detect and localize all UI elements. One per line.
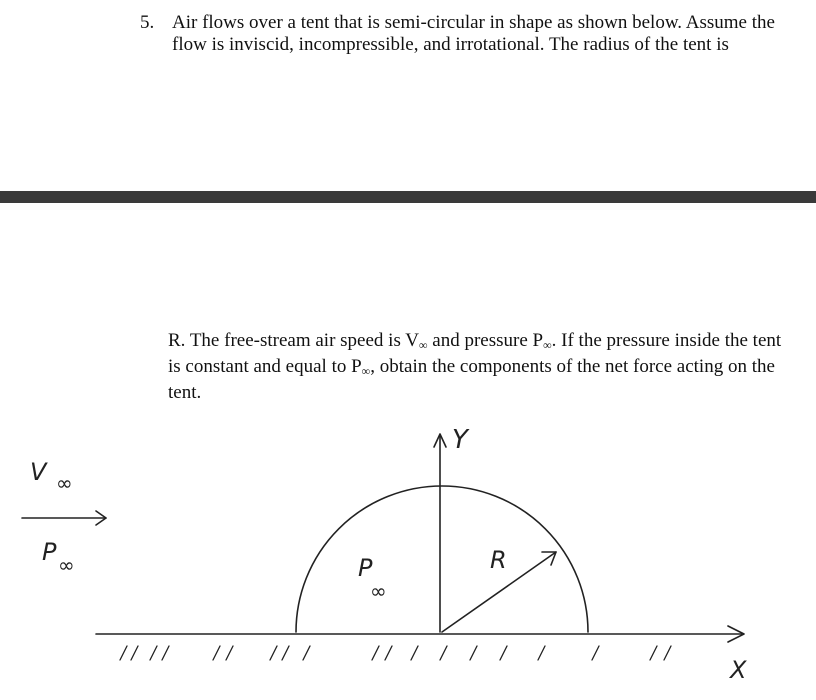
page-divider bbox=[0, 191, 816, 203]
inf-subscript-2: ∞ bbox=[543, 338, 552, 352]
problem-cont-2: and pressure P bbox=[427, 330, 544, 351]
inside-pressure-label: P bbox=[358, 554, 373, 582]
problem-text-bottom bbox=[168, 330, 798, 404]
radius-label: R bbox=[490, 546, 507, 574]
p-inf-label: P bbox=[42, 538, 57, 566]
problem-number: 5. bbox=[140, 12, 155, 33]
problem-cont-3: . If the pressure inside the tent is constant and equal to P bbox=[168, 330, 782, 377]
y-axis-label: Y bbox=[452, 425, 468, 455]
inside-pressure-subscript: ∞ bbox=[370, 579, 387, 603]
inf-subscript-1: ∞ bbox=[418, 338, 428, 352]
problem-cont-1: R. The free-stream air speed is V bbox=[168, 330, 419, 351]
tent-diagram bbox=[0, 400, 816, 700]
problem-cont-4: , obtain the components of the net force acting on the tent. bbox=[168, 356, 775, 403]
p-inf-subscript: ∞ bbox=[58, 553, 75, 577]
v-inf-label: V bbox=[30, 458, 47, 486]
v-inf-subscript: ∞ bbox=[56, 471, 73, 495]
tent-semicircle bbox=[296, 486, 588, 632]
x-axis-label: X bbox=[730, 656, 747, 684]
problem-intro: Air flows over a tent that is semi-circular in shape as shown below. Assume the flow is inviscid, incompressible, and irrotational. The radius of the tent is bbox=[172, 12, 775, 55]
inf-subscript-3: ∞ bbox=[361, 364, 371, 378]
ground-hatching bbox=[120, 646, 671, 660]
problem-text-top bbox=[140, 12, 800, 56]
